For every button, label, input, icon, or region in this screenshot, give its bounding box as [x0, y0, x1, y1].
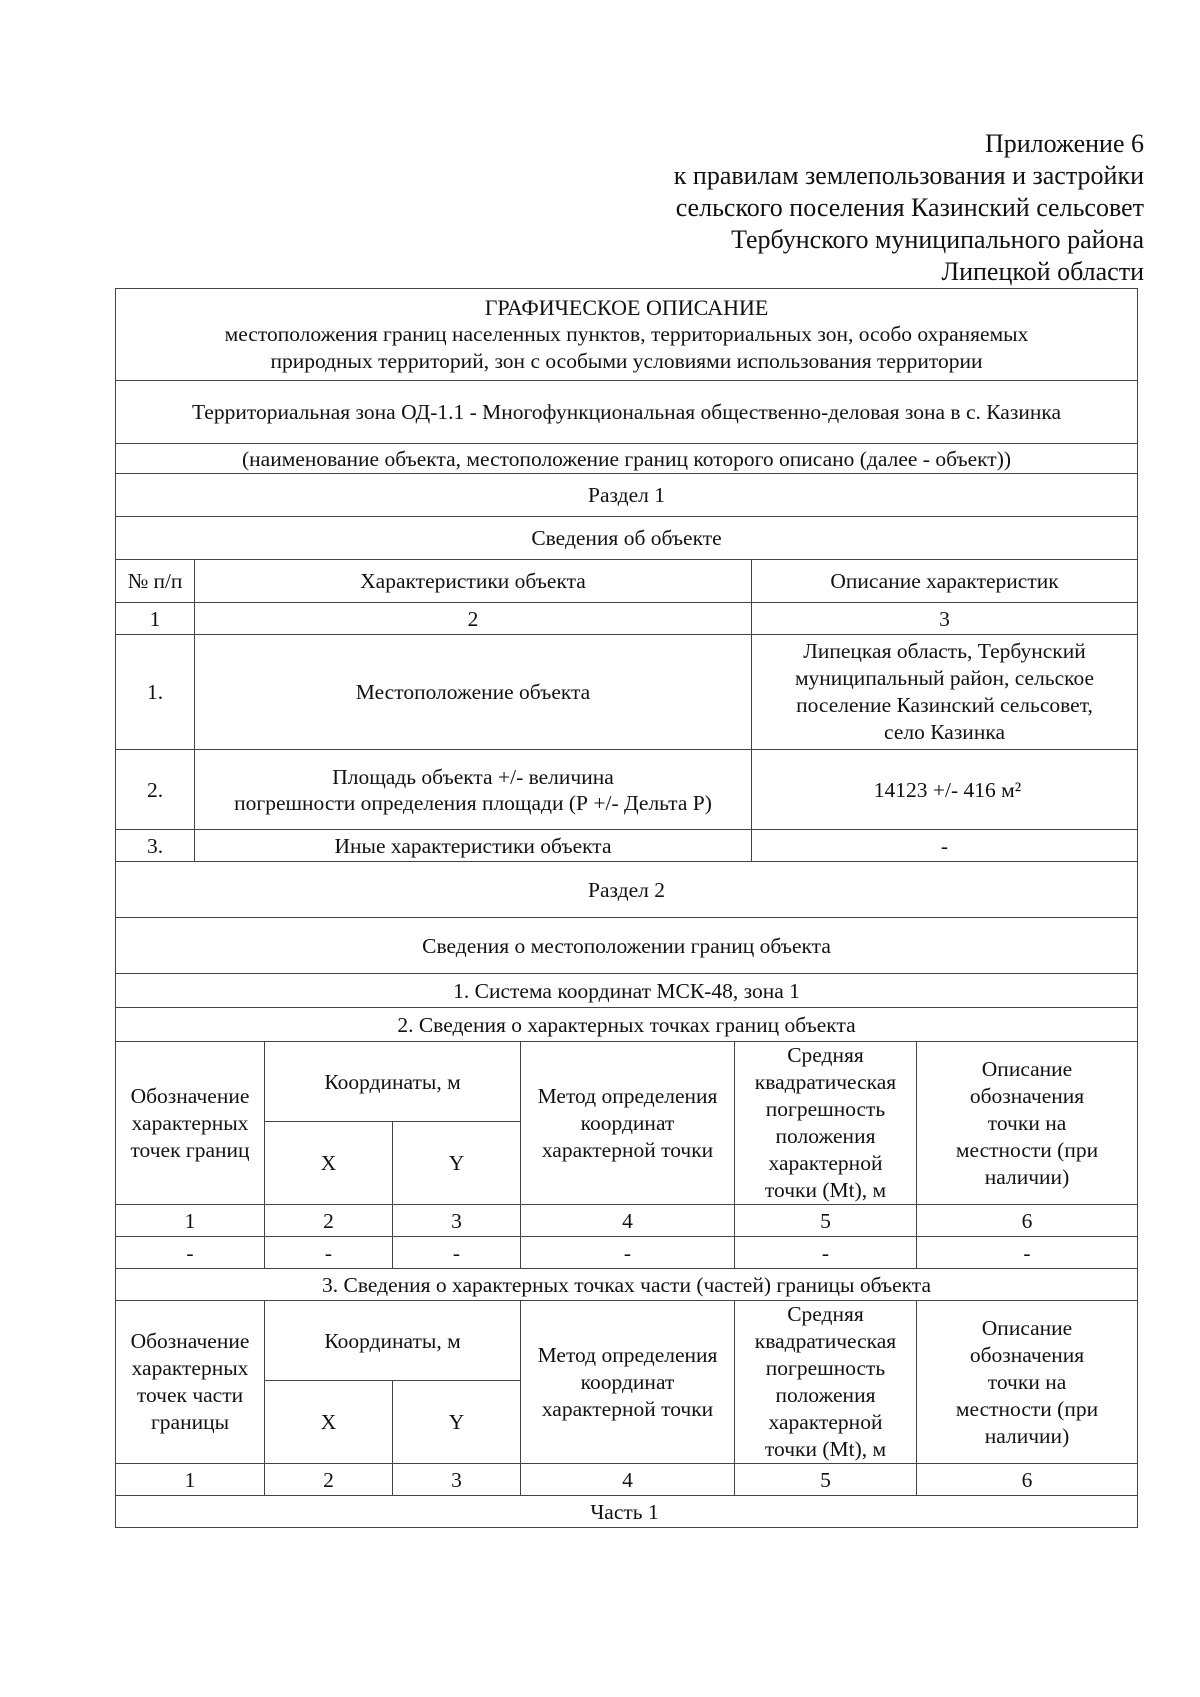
description-line: Липецкая область, Тербунский: [803, 639, 1086, 663]
column-number: 5: [735, 1205, 917, 1237]
header-line: границы: [150, 1410, 230, 1434]
header-line: обозначения: [969, 1083, 1085, 1108]
header-line: Тербунского муниципального района: [731, 225, 1144, 254]
table-row: [116, 750, 1138, 830]
header-line: точки на: [987, 1110, 1067, 1135]
point-description-header: [917, 1301, 1138, 1464]
table-row: [116, 1237, 1138, 1269]
section-1-heading: Сведения об объекте: [116, 517, 1138, 560]
point-cell: -: [116, 1237, 265, 1269]
point-cell: -: [393, 1237, 521, 1269]
coordinate-system: 1. Система координат МСК-48, зона 1: [116, 974, 1138, 1008]
header-line: характерной точки: [541, 1137, 714, 1162]
description-line: село Казинка: [884, 720, 1005, 744]
column-number-row: [116, 603, 1138, 635]
column-number: 4: [521, 1464, 735, 1496]
column-number: 2: [265, 1205, 393, 1237]
column-number: 3: [393, 1464, 521, 1496]
coordinates-header: Координаты, м: [265, 1042, 521, 1122]
method-header: [521, 1042, 735, 1205]
column-number: 1: [116, 603, 195, 635]
header-line: квадратическая: [754, 1329, 897, 1353]
header-line: местности (при: [955, 1396, 1099, 1421]
column-header: № п/п: [116, 560, 195, 603]
header-line: точки (Mt), м: [764, 1437, 887, 1461]
column-number-row: [116, 1205, 1138, 1237]
characteristic-cell: Иные характеристики объекта: [195, 830, 752, 862]
column-number: 5: [735, 1464, 917, 1496]
header-line: Обозначение: [130, 1083, 250, 1108]
header-line: наличии): [984, 1164, 1070, 1189]
header-line: Описание: [981, 1056, 1073, 1081]
header-line: точек границ: [130, 1137, 250, 1162]
point-description-header: [917, 1042, 1138, 1205]
x-header: X: [265, 1381, 393, 1464]
point-cell: -: [521, 1237, 735, 1269]
header-line: погрешность: [765, 1356, 886, 1380]
header-line: погрешность: [765, 1097, 886, 1121]
column-number: 1: [116, 1464, 265, 1496]
graphic-description-form: [115, 288, 1138, 1528]
error-header: [735, 1042, 917, 1205]
table-row: [116, 635, 1138, 750]
header-line: характерной точки: [541, 1396, 714, 1421]
y-header: Y: [393, 1381, 521, 1464]
header-line: точек части: [136, 1383, 244, 1407]
designation-header: [116, 1042, 265, 1205]
part-label: Часть 1: [116, 1496, 1138, 1528]
description-line: муниципальный район, сельское: [794, 666, 1095, 690]
header-line: квадратическая: [754, 1070, 897, 1094]
column-number: 6: [917, 1205, 1138, 1237]
object-name: Территориальная зона ОД-1.1 - Многофункциональная общественно-деловая зона в с. Казинка: [116, 381, 1138, 444]
header-line: положения: [775, 1383, 876, 1407]
title-subtitle: природных территорий, зон с особыми условиями использования территории: [270, 349, 983, 373]
object-name-caption: (наименование объекта, местоположение границ которого описано (далее - объект)): [116, 444, 1138, 474]
title-subtitle: местоположения границ населенных пунктов, территориальных зон, особо охраняемых: [224, 322, 1029, 346]
column-number: 2: [265, 1464, 393, 1496]
column-number-row: [116, 1464, 1138, 1496]
points-header-row: [116, 1042, 1138, 1122]
row-number: 2.: [116, 750, 195, 830]
section-1-header-row: [116, 560, 1138, 603]
description-cell: -: [752, 830, 1138, 862]
description-line: поселение Казинский сельсовет,: [796, 693, 1093, 717]
row-number: 1.: [116, 635, 195, 750]
header-line: Липецкой области: [941, 257, 1144, 286]
header-line: характерных: [131, 1356, 249, 1380]
column-number: 3: [393, 1205, 521, 1237]
error-header: [735, 1301, 917, 1464]
header-line: точки (Mt), м: [764, 1178, 887, 1202]
header-line: к правилам землепользования и застройки: [673, 161, 1144, 190]
header-line: положения: [775, 1124, 876, 1148]
header-line: сельского поселения Казинский сельсовет: [675, 193, 1144, 222]
header-line: координат: [580, 1110, 675, 1135]
column-number: 2: [195, 603, 752, 635]
column-number: 1: [116, 1205, 265, 1237]
section-1-label: Раздел 1: [116, 474, 1138, 517]
parts-section-title: 3. Сведения о характерных точках части (частей) границы объекта: [116, 1269, 1138, 1301]
coordinates-header: Координаты, м: [265, 1301, 521, 1381]
column-number: 6: [917, 1464, 1138, 1496]
header-line: Обозначение: [130, 1329, 250, 1353]
header-line: обозначения: [969, 1342, 1085, 1367]
column-header: Описание характеристик: [752, 560, 1138, 603]
header-line: наличии): [984, 1423, 1070, 1448]
section-2-heading: Сведения о местоположении границ объекта: [116, 918, 1138, 974]
point-cell: -: [265, 1237, 393, 1269]
header-line: точки на: [987, 1369, 1067, 1394]
header-line: Описание: [981, 1315, 1073, 1340]
designation-header: [116, 1301, 265, 1464]
document-header: [674, 128, 1144, 288]
section-2-label: Раздел 2: [116, 862, 1138, 918]
header-line: характерной: [768, 1151, 883, 1175]
header-line: Приложение 6: [984, 129, 1144, 158]
header-line: Метод определения: [537, 1342, 718, 1367]
header-line: местности (при: [955, 1137, 1099, 1162]
method-header: [521, 1301, 735, 1464]
header-line: координат: [580, 1369, 675, 1394]
description-cell: [752, 635, 1138, 750]
y-header: Y: [393, 1122, 521, 1205]
characteristic-line: Площадь объекта +/- величина: [332, 764, 614, 789]
characteristic-cell: Местоположение объекта: [195, 635, 752, 750]
column-header: Характеристики объекта: [195, 560, 752, 603]
row-number: 3.: [116, 830, 195, 862]
form-title: [116, 289, 1138, 381]
point-cell: -: [735, 1237, 917, 1269]
column-number: 4: [521, 1205, 735, 1237]
header-line: Средняя: [787, 1043, 864, 1067]
points-section-title: 2. Сведения о характерных точках границ объекта: [116, 1008, 1138, 1042]
header-line: характерной: [768, 1410, 883, 1434]
characteristic-line: погрешности определения площади (Р +/- Дельта Р): [234, 790, 712, 815]
characteristic-cell: [195, 750, 752, 830]
parts-header-row: [116, 1301, 1138, 1381]
header-line: Метод определения: [537, 1083, 718, 1108]
point-cell: -: [917, 1237, 1138, 1269]
title-main: ГРАФИЧЕСКОЕ ОПИСАНИЕ: [484, 295, 769, 320]
x-header: X: [265, 1122, 393, 1205]
header-line: характерных: [131, 1110, 249, 1135]
description-cell: 14123 +/- 416 м²: [752, 750, 1138, 830]
column-number: 3: [752, 603, 1138, 635]
header-line: Средняя: [787, 1302, 864, 1326]
table-row: [116, 830, 1138, 862]
